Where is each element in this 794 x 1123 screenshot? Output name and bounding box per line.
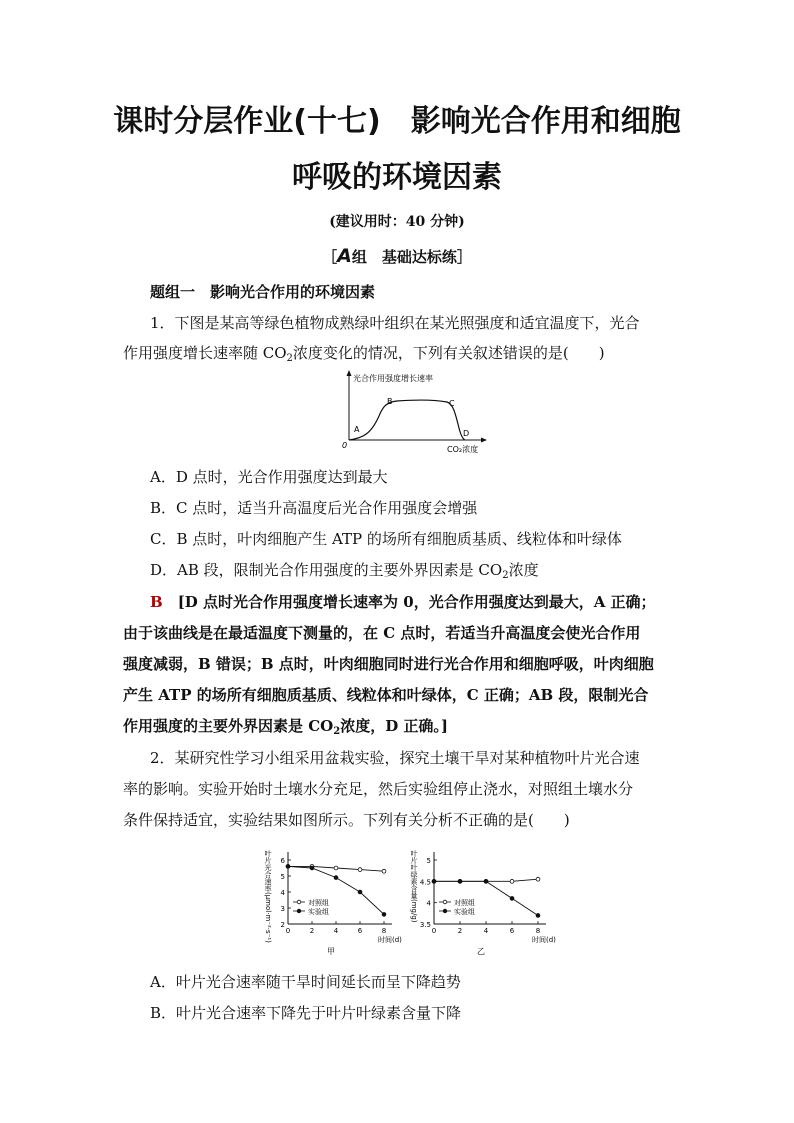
yi-xtick-label: 2 <box>457 927 463 935</box>
yi-xtick-label: 4 <box>483 927 489 935</box>
yi-series-0-point <box>536 877 540 881</box>
q1-point-b: B <box>387 397 393 406</box>
group-letter: A <box>337 245 352 267</box>
jia-xlabel: 时间(d) <box>378 936 402 944</box>
jia-ytick-label: 5 <box>280 873 285 881</box>
jia-series-1-line <box>288 866 384 914</box>
jia-ytick-label: 4 <box>280 889 285 897</box>
jia-legend-marker <box>297 900 301 904</box>
yi-legend-marker <box>443 909 447 913</box>
q1-stem-text2: 浓度变化的情况，下列有关叙述错误的是( ) <box>292 344 605 362</box>
yi-xlabel: 时间(d) <box>532 936 556 944</box>
q1-option-a: A．D 点时，光合作用强度达到最大 <box>150 468 388 486</box>
q1-option-d-text: D．AB 段，限制光合作用强度的主要外界因素是 CO <box>150 561 503 579</box>
q1-ylabel: 光合作用强度增长速率 <box>353 374 433 383</box>
q1-origin: 0 <box>342 441 348 450</box>
q1-option-d <box>150 559 539 581</box>
jia-series-1-point <box>334 876 338 880</box>
yi-ytick-label: 3.5 <box>419 921 431 929</box>
q1-option-d-subscript: 2 <box>502 570 509 581</box>
q1-explanation-line3: 强度减弱，B 错误；B 点时，叶肉细胞同时进行光合作用和细胞呼吸，叶肉细胞 <box>123 655 654 673</box>
q1-chart <box>335 368 495 456</box>
q1-stem-subscript: 2 <box>286 353 293 364</box>
yi-series-1-point <box>458 879 462 883</box>
chart-jia <box>262 840 412 962</box>
jia-ytick-label: 2 <box>280 921 285 929</box>
q1-explanation-line5 <box>123 715 448 737</box>
q1-xlabel: CO₂浓度 <box>447 445 479 454</box>
yi-ylabel: 叶片叶绿素含量(mg/g) <box>410 850 418 923</box>
group-bracket-open: ［ <box>322 248 338 266</box>
jia-legend-label: 实验组 <box>308 908 329 916</box>
q1-expl-text1: [D 点时光合作用强度增长速率为 0，光合作用强度达到最大，A 正确； <box>177 593 656 611</box>
jia-series-1-point <box>358 890 362 894</box>
chart-yi <box>408 840 560 962</box>
group-bracket-close: ］ <box>456 248 472 266</box>
q1-expl-subscript: 2 <box>333 726 341 737</box>
q2-stem-line3: 条件保持适宜，实验结果如图所示。下列有关分析不正确的是( ) <box>123 811 570 829</box>
jia-series-0-point <box>334 866 338 870</box>
group-header <box>0 245 794 267</box>
yi-series-0-point <box>510 879 514 883</box>
q2-option-b: B．叶片光合速率下降先于叶片叶绿素含量下降 <box>150 1004 462 1022</box>
q1-option-b: B．C 点时，适当升高温度后光合作用强度会增强 <box>150 499 478 517</box>
yi-ytick-label: 4 <box>426 899 431 908</box>
jia-caption: 甲 <box>327 947 335 956</box>
q1-stem-text: 作用强度增长速率随 CO <box>123 344 287 362</box>
jia-legend-label: 对照组 <box>308 899 329 907</box>
jia-xtick-label: 6 <box>357 927 363 935</box>
yi-ytick-label: 5 <box>426 857 431 865</box>
yi-series-1-point <box>432 879 436 883</box>
yi-ytick-label: 4.5 <box>419 878 431 887</box>
jia-series-0-point <box>382 869 386 873</box>
q1-option-c: C．B 点时，叶肉细胞产生 ATP 的场所有细胞质基质、线粒体和叶绿体 <box>150 530 622 548</box>
page-title-line2: 呼吸的环境因素 <box>292 160 502 195</box>
page-title-line1: 课时分层作业(十七) 影响光合作用和细胞 <box>113 104 681 139</box>
yi-series-1-point <box>510 897 514 901</box>
group-label: 组 基础达标练 <box>351 248 457 266</box>
q1-point-d: D <box>463 429 470 438</box>
q1-point-a: A <box>354 425 360 434</box>
q1-x-arrow <box>481 438 487 443</box>
q1-curve <box>349 400 465 440</box>
q1-option-d-text2: 浓度 <box>508 561 539 579</box>
jia-xtick-label: 0 <box>285 927 291 935</box>
jia-series-1-point <box>310 866 314 870</box>
q1-answer: B <box>150 593 163 611</box>
jia-ytick-label: 6 <box>280 857 285 865</box>
suggested-time: (建议用时：40 分钟) <box>329 214 465 230</box>
q1-expl-text5: 作用强度的主要外界因素是 CO <box>123 717 334 735</box>
yi-legend-label: 对照组 <box>454 899 475 907</box>
q1-explanation-line2: 由于该曲线是在最适温度下测量的，在 C 点时，若适当升高温度会使光合作用 <box>123 624 641 642</box>
yi-xtick-label: 0 <box>431 927 437 935</box>
section-heading: 题组一 影响光合作用的环境因素 <box>150 283 376 301</box>
yi-legend-label: 实验组 <box>454 908 475 916</box>
jia-xtick-label: 8 <box>381 927 387 935</box>
q1-stem-line1: 1．下图是某高等绿色植物成熟绿叶组织在某光照强度和适宜温度下，光合 <box>150 314 640 332</box>
q2-stem-line1: 2．某研究性学习小组采用盆栽实验，探究土壤干旱对某种植物叶片光合速 <box>150 749 640 767</box>
yi-caption: 乙 <box>477 947 485 956</box>
q1-point-c: C <box>449 399 455 408</box>
q1-explanation-line1 <box>150 591 656 612</box>
yi-xtick-label: 6 <box>509 927 515 935</box>
q1-stem-line2 <box>123 342 605 364</box>
jia-xtick-label: 4 <box>333 927 339 935</box>
jia-series-1-point <box>382 913 386 917</box>
q1-y-arrow <box>347 370 352 376</box>
jia-series-0-point <box>358 868 362 872</box>
yi-xtick-label: 8 <box>535 927 541 935</box>
yi-legend-marker <box>443 900 447 904</box>
jia-xtick-label: 2 <box>309 927 315 935</box>
yi-series-1-point <box>484 879 488 883</box>
q1-expl-text5b: 浓度，D 正确。] <box>340 717 449 735</box>
jia-ytick-label: 3 <box>280 905 285 913</box>
jia-series-1-point <box>286 865 290 869</box>
jia-legend-marker <box>297 909 301 913</box>
q2-stem-line2: 率的影响。实验开始时土壤水分充足，然后实验组停止浇水，对照组土壤水分 <box>123 780 634 798</box>
yi-series-1-line <box>434 881 538 915</box>
yi-series-1-point <box>536 914 540 918</box>
jia-ylabel: 叶片光合速率(μmol·m⁻²·s⁻¹) <box>264 850 272 943</box>
q1-explanation-line4: 产生 ATP 的场所有细胞质基质、线粒体和叶绿体，C 正确；AB 段，限制光合 <box>123 686 649 704</box>
q2-option-a: A．叶片光合速率随干旱时间延长而呈下降趋势 <box>150 973 461 991</box>
